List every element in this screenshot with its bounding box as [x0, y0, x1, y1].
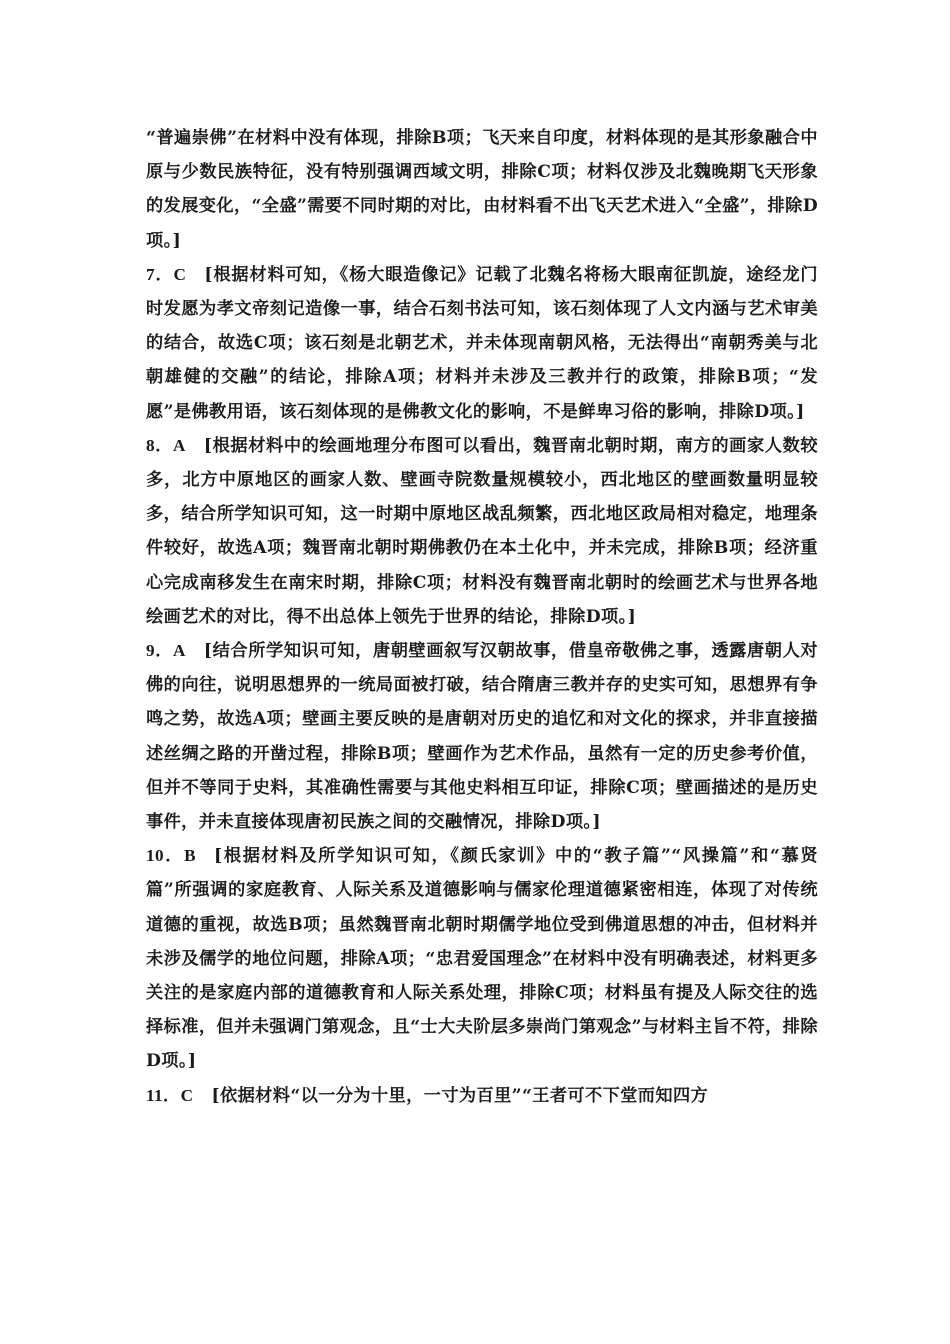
item-number: 10．: [146, 846, 185, 866]
paragraph-text: “普遍崇佛”在材料中没有体现，排除B项；飞天来自印度，材料体现的是其形象融合中原与少数民族特征，没有特别强调西域文明，排除C项；材料仅涉及北魏晚期飞天形象的发展变化，“全盛”需要不同时期的对比，由材料看不出飞天艺术进入“全盛”，排除D项。]: [146, 128, 819, 251]
item-answer: C: [180, 1085, 194, 1105]
item-answer: A: [173, 641, 186, 661]
answer-explanations: [146, 121, 818, 1113]
item-explanation: [根据材料及所学知识可知，《颜氏家训》中的“教子篇”“风操篇”和“慕贤篇”所强调的家庭教育、人际关系及道德影响与儒家伦理道德紧密相连，体现了对传统道德的重视，故选B项；虽然魏晋南北朝时期儒学地位受到佛道思想的冲击，但材料并未涉及儒学的地位问题，排除A项；“忠君爱国理念”在材料中没有明确表述，材料更多关注的是家庭内部的道德教育和人际关系处理，排除C项；材料虽有提及人际交往的选择标准，但并未强调门第观念，且“士大夫阶层多崇尚门第观念”与材料主旨不符，排除D项。]: [146, 846, 818, 1072]
answer-item-9: [146, 634, 818, 839]
item-answer: C: [173, 264, 187, 284]
item-explanation: [根据材料可知，《杨大眼造像记》记载了北魏名将杨大眼南征凯旋，途经龙门时发愿为孝文帝刻记造像一事，结合石刻书法可知，该石刻体现了人文内涵与艺术审美的结合，故选C项；该石刻是北朝艺术，并未体现南朝风格，无法得出“南朝秀美与北朝雄健的交融”的结论，排除A项；材料并未涉及三教并行的政策，排除B项；“发愿”是佛教用语，该石刻体现的是佛教文化的影响，不是鲜卑习俗的影响，排除D项。]: [146, 264, 818, 422]
item-explanation: [依据材料“以一分为十里，一寸为百里”“王者可不下堂而知四方: [211, 1085, 709, 1106]
item-explanation: [结合所学知识可知，唐朝壁画叙写汉朝故事，借皇帝敬佛之事，透露唐朝人对佛的向往，说明思想界的一统局面被打破，结合隋唐三教并存的史实可知，思想界有争鸣之势，故选A项；壁画主要反映的是唐朝对历史的追忆和对文化的探求，并非直接描述丝绸之路的开凿过程，排除B项；壁画作为艺术作品，虽然有一定的历史参考价值，但并不等同于史料，其准确性需要与其他史料相互印证，排除C项；壁画描述的是历史事件，并未直接体现唐初民族之间的交融情况，排除D项。]: [146, 641, 818, 833]
item-number: 8．: [146, 435, 174, 455]
item-number: 11．: [146, 1085, 181, 1105]
answer-item-10: [146, 839, 818, 1078]
answer-item-7: [146, 258, 818, 429]
item-explanation: [根据材料中的绘画地理分布图可以看出，魏晋南北朝时期，南方的画家人数较多，北方中原地区的画家人数、壁画寺院数量规模较小，西北地区的壁画数量明显较多，结合所学知识可知，这一时期中原地区战乱频繁，西北地区政局相对稳定，地理条件较好，故选A项；魏晋南北朝时期佛教仍在本土化中，并未完成，排除B项；经济重心完成南移发生在南宋时期，排除C项；材料没有魏晋南北朝时的绘画艺术与世界各地绘画艺术的对比，得不出总体上领先于世界的结论，排除D项。]: [146, 435, 818, 627]
item-answer: B: [184, 846, 197, 866]
paragraph-continued: [146, 121, 818, 258]
answer-item-11: [146, 1079, 818, 1113]
answer-item-8: [146, 429, 818, 634]
item-number: 9．: [146, 641, 174, 661]
item-answer: A: [173, 435, 186, 455]
item-number: 7．: [146, 264, 174, 284]
